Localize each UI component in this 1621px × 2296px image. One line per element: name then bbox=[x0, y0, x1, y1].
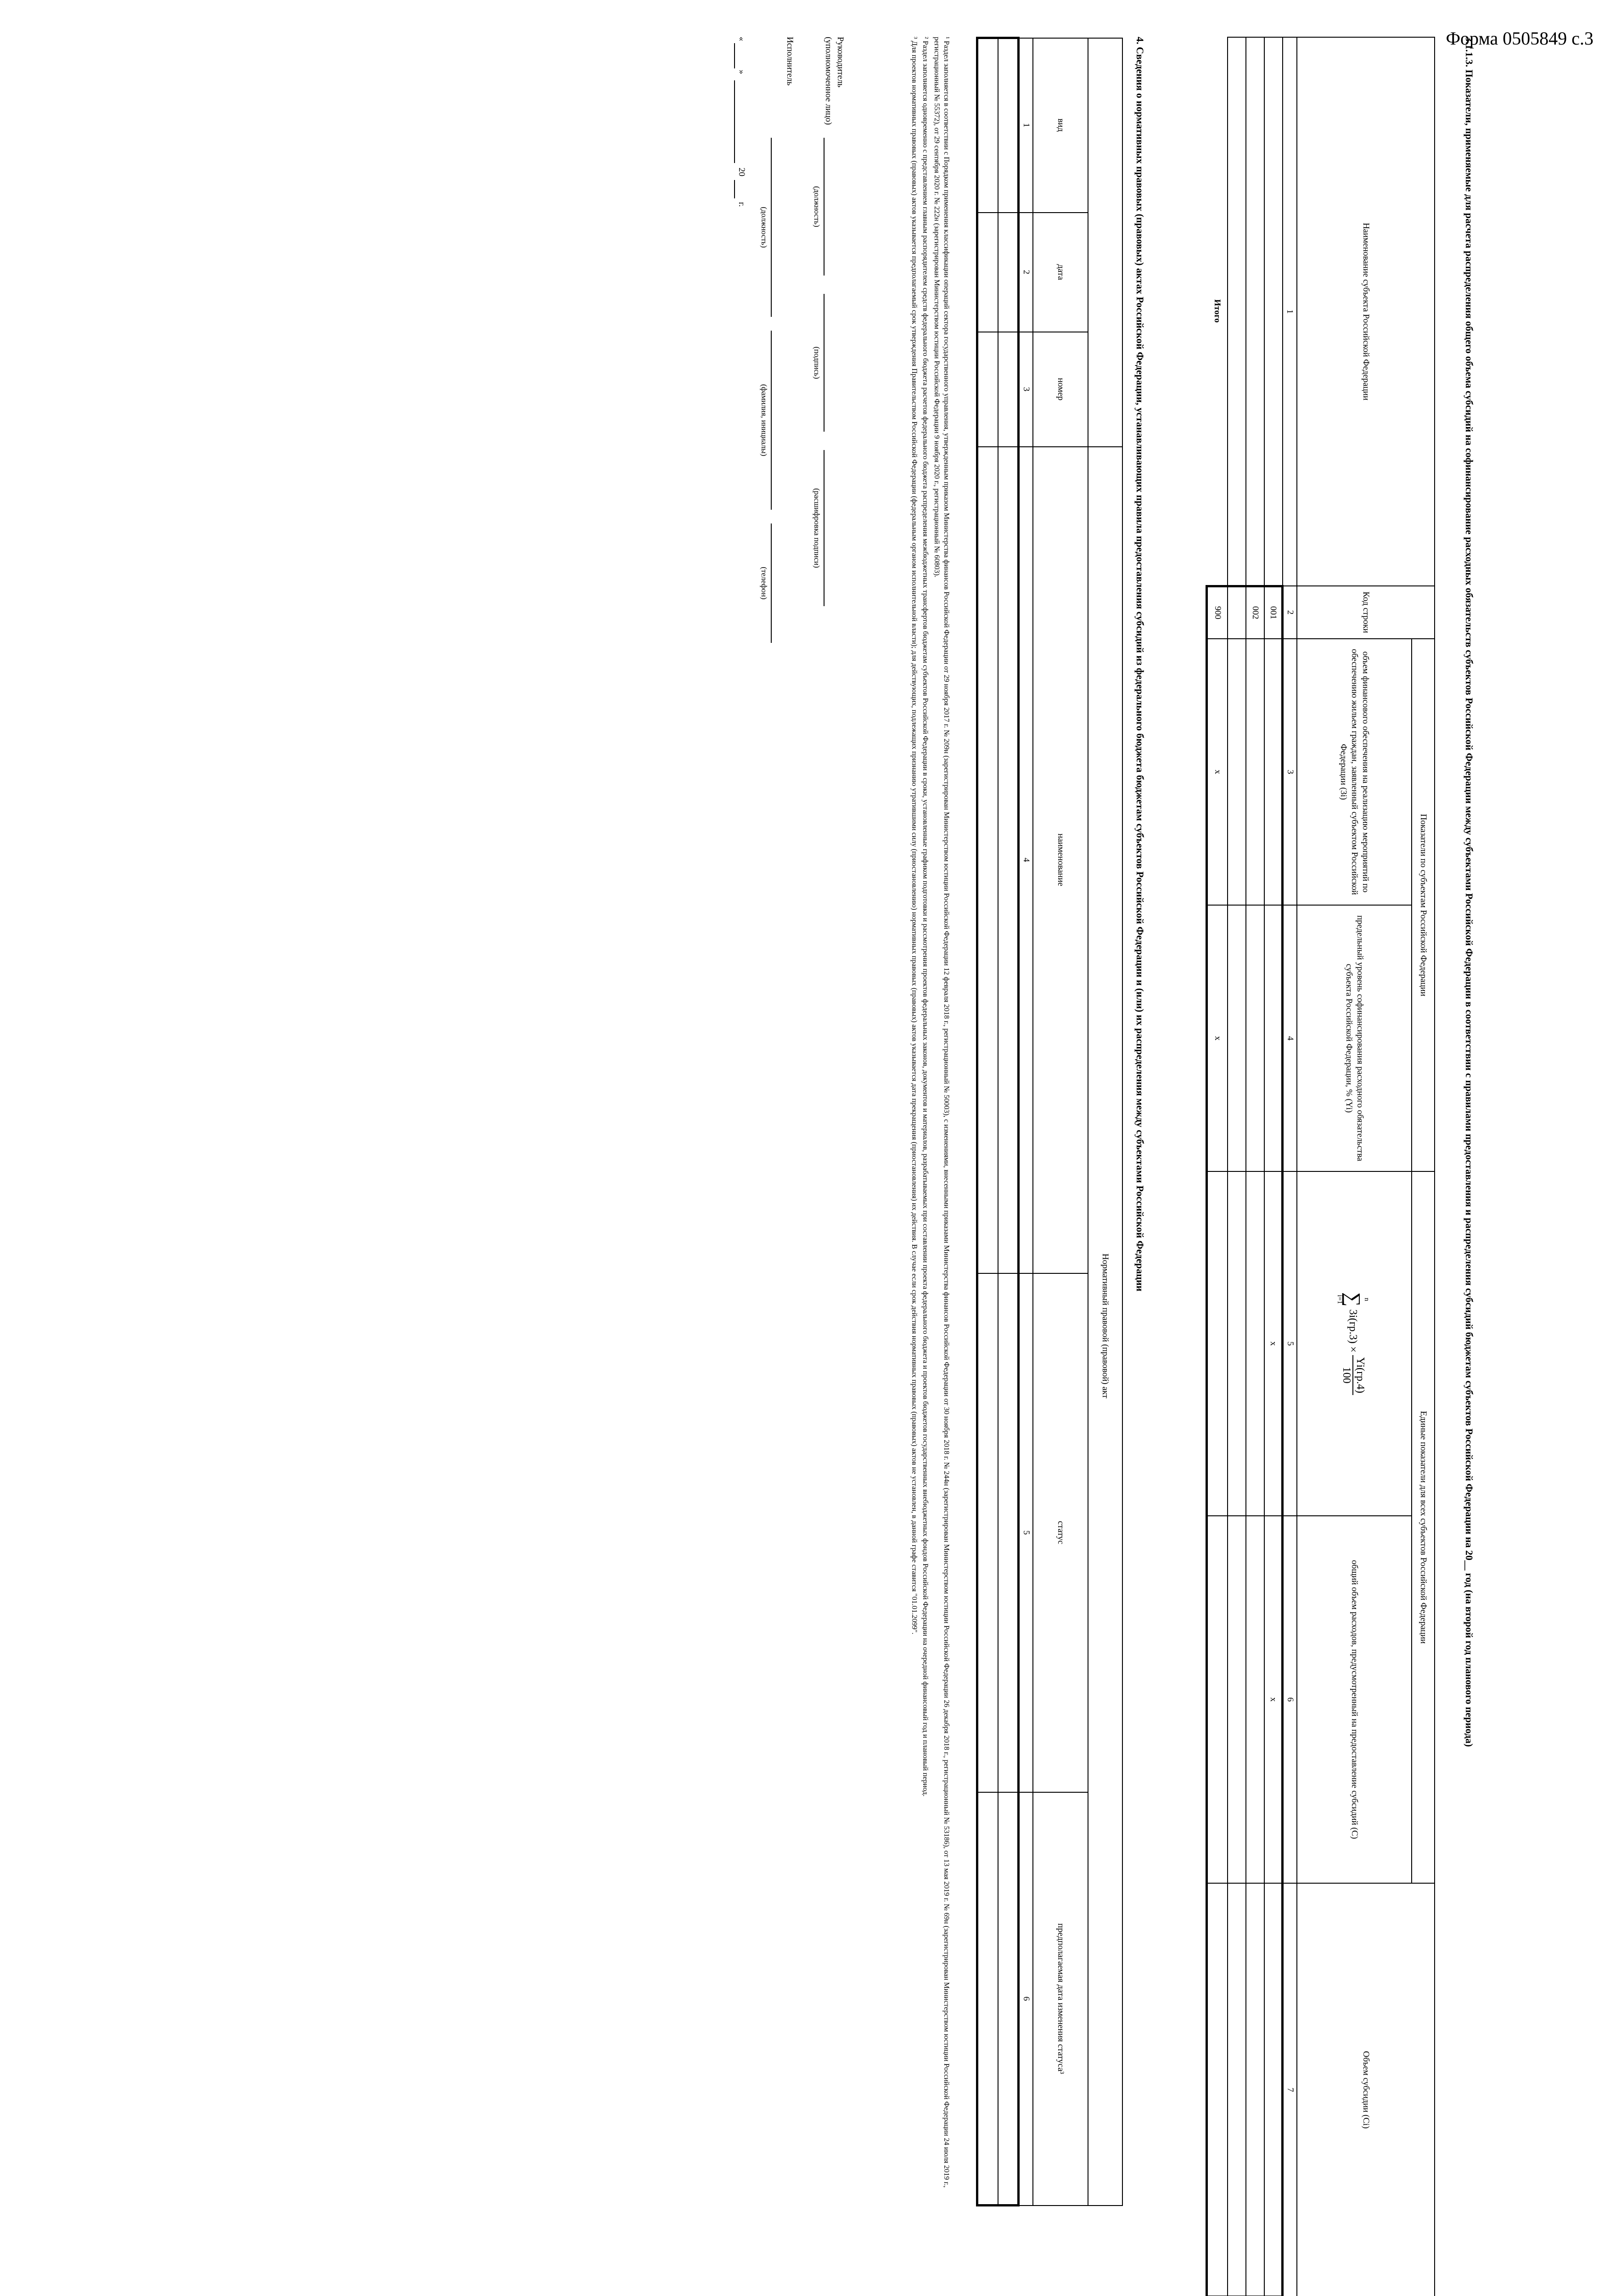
header-spacer bbox=[1088, 38, 1122, 447]
col-number: 2 bbox=[1019, 213, 1033, 332]
header-col5-formula bbox=[1297, 1171, 1412, 1516]
total-c4: x bbox=[1207, 905, 1228, 1171]
cell-status bbox=[977, 1273, 998, 1792]
table-row bbox=[1246, 37, 1264, 2296]
total-c5 bbox=[1207, 1171, 1228, 1516]
cell-name bbox=[1264, 37, 1283, 586]
col-number: 3 bbox=[1019, 332, 1033, 447]
exec-position-caption: (должность) bbox=[760, 207, 768, 248]
indicators-table bbox=[1206, 37, 1435, 2296]
cell-name bbox=[1228, 37, 1246, 586]
head-signature-caption: (подпись) bbox=[813, 346, 821, 379]
cell-type bbox=[977, 38, 998, 213]
cell-name bbox=[1246, 37, 1264, 586]
signature-block bbox=[652, 37, 845, 680]
section-4-title: 4. Сведения о нормативных правовых (правовых) актах Российской Федерации, устанавливающих правила предоставления субсидий из федерального бюджета бюджетам субъектов Российской Федерации и (или) их распределения между субъектами Российской Федерации bbox=[1134, 37, 1146, 1292]
cell-title bbox=[977, 447, 998, 1273]
exec-name-line bbox=[771, 331, 772, 510]
exec-phone-caption: (телефон) bbox=[760, 567, 768, 600]
exec-position-line bbox=[771, 138, 772, 317]
col-number: 4 bbox=[1019, 447, 1033, 1273]
date-year-prefix: 20 bbox=[737, 168, 746, 176]
date-open-quote: « bbox=[737, 37, 746, 41]
cell-code: 001 bbox=[1264, 586, 1283, 639]
sum-formula: n ∑ i=1 3i(гр.3) × Yi(гр.4) 100 bbox=[1336, 1292, 1370, 1395]
cell-code: 002 bbox=[1246, 586, 1264, 639]
cell-c4 bbox=[1228, 905, 1246, 1171]
executor-label: Исполнитель bbox=[785, 37, 795, 86]
footnote-1: ¹ Раздел заполняется в соответствии с Порядком применения классификации операций сектора государственного управления, утвержденным приказом Министерства финансов Российской Федерации от 29 ноября 2017 г. № 209н (зарегистрирован Министерством юстиции Российской Федерации 12 февраля 2018 г., регистрационный № 50003), с изменениями, внесенными приказами Министерства финансов Российской Федерации от 30 ноября 2018 г. № 244н (зарегистрирован Министерством юстиции Российской Федерации 26 декабря 2018 г., регистрационный № 53186), от 13 мая 2019 г. № 69н (зарегистрирован Министерством юстиции Российской Федерации 24 июля 2019 г., регистрационный № 55372), от 29 сентября 2020 г. № 222н (зарегистрирован Министерством юстиции Российской Федерации 9 ноября 2020 г., регистрационный № 60803). bbox=[933, 37, 950, 2188]
footnote-3: ³ Для проектов нормативных правовых (правовых) актов указывается предполагаемый срок утверждения Правительством Российской Федерации (федеральным органом исполнительной власти); для действующих, подлежащих признанию утратившими силу (приостановлению) нормативных правовых (правовых) актов указывается дата прекращения (приостановления) их действия. В случае если срок действия нормативных правовых (правовых) актов не установлен, в данной графе ставится "01.01.2099". bbox=[910, 37, 918, 1635]
col-number: 4 bbox=[1283, 905, 1297, 1171]
head-decode-caption: (расшифровка подписи) bbox=[813, 488, 821, 568]
total-row bbox=[1207, 37, 1228, 2296]
cell-c5 bbox=[1228, 1171, 1246, 1516]
date-year-line bbox=[734, 180, 735, 198]
header-date: дата bbox=[1033, 213, 1088, 332]
cell-c7 bbox=[1264, 1883, 1283, 2296]
table-row bbox=[1264, 37, 1283, 2296]
footnote-2: ² Раздел заполняется одновременно с представлением главным распорядителем средств федерального бюджета расчетов федерального бюджета распределения межбюджетных трансфертов бюджетам субъектов Российской Федерации в сроки, установленные графиком подготовки и рассмотрения проектов федеральных законов, документов и материалов, разрабатываемых при составлении проекта федерального бюджета и проектов бюджетов государственных внебюджетных фондов Российской Федерации на очередной финансовый год и плановый период. bbox=[921, 37, 930, 1797]
total-label: Итого bbox=[1212, 299, 1222, 323]
section-313-title: 3.1.1.3. Показатели, применяемые для расчета распределения общего объема субсидий на софинансирование расходных обязательств субъектов Российской Федерации между субъектами Российской Федерации в соответствии с правилами предоставления и распределения субсидий бюджетам субъектов Российской Федерации на 20__ год (на второй год планового периода) bbox=[1464, 37, 1475, 1747]
total-c6 bbox=[1207, 1516, 1228, 1883]
head-position-line bbox=[824, 138, 825, 276]
cell-date bbox=[998, 213, 1019, 332]
total-c7 bbox=[1207, 1883, 1228, 2296]
header-col7: Объем субсидии (Ci) bbox=[1297, 1883, 1435, 2296]
col-number: 1 bbox=[1283, 37, 1297, 586]
head-signature-line bbox=[824, 294, 825, 432]
table-row bbox=[977, 38, 998, 2206]
cell-status-change-date bbox=[998, 1792, 1019, 2206]
header-subject-name: Наименование субъекта Российской Федерации bbox=[1297, 37, 1435, 586]
head-label: Руководитель bbox=[836, 37, 845, 88]
header-row-code: Код строки bbox=[1297, 586, 1435, 639]
header-legal-act-group: Нормативный правовой (правовой) акт bbox=[1088, 447, 1122, 2206]
cell-c3 bbox=[1246, 639, 1264, 905]
cell-c6 bbox=[1228, 1516, 1246, 1883]
cell-c5: x bbox=[1264, 1171, 1283, 1516]
cell-status-change-date bbox=[977, 1792, 998, 2206]
cell-type bbox=[998, 38, 1019, 213]
col-number: 5 bbox=[1283, 1171, 1297, 1516]
table-row bbox=[1228, 37, 1246, 2296]
cell-c5 bbox=[1246, 1171, 1264, 1516]
cell-c6 bbox=[1246, 1516, 1264, 1883]
cell-c3 bbox=[1228, 639, 1246, 905]
header-col3: объем финансового обеспечения на реализацию мероприятий по обеспечению жильем граждан, заявленный субъектом Российской Федерации (3i) bbox=[1297, 639, 1412, 905]
header-type: вид bbox=[1033, 38, 1088, 213]
table-row bbox=[998, 38, 1019, 2206]
cell-c6: x bbox=[1264, 1516, 1283, 1883]
date-day-line bbox=[734, 43, 735, 68]
cell-number bbox=[998, 332, 1019, 447]
header-number: номер bbox=[1033, 332, 1088, 447]
cell-c4 bbox=[1246, 905, 1264, 1171]
cell-c3 bbox=[1264, 639, 1283, 905]
date-close-quote: » bbox=[737, 70, 746, 74]
header-group-unified: Единые показатели для всех субъектов Российской Федерации bbox=[1412, 1171, 1435, 1883]
exec-name-caption: (фамилия, инициалы) bbox=[760, 384, 768, 456]
date-year-suffix: г. bbox=[737, 202, 746, 207]
col-number: 2 bbox=[1283, 586, 1297, 639]
cell-c4 bbox=[1264, 905, 1283, 1171]
header-title: наименование bbox=[1033, 447, 1088, 1273]
col-number: 7 bbox=[1283, 1883, 1297, 2296]
header-group-subject: Показатели по субъектам Российской Федерации bbox=[1412, 639, 1435, 1171]
footnotes bbox=[907, 37, 951, 2241]
col-number: 5 bbox=[1019, 1273, 1033, 1792]
total-c3: x bbox=[1207, 639, 1228, 905]
date-month-line bbox=[734, 80, 735, 163]
header-col4: предельный уровень софинансирования расходного обязательства субъекта Российской Федерации, % (Yi) bbox=[1297, 905, 1412, 1171]
header-status: статус bbox=[1033, 1273, 1088, 1792]
exec-phone-line bbox=[771, 523, 772, 643]
header-col6: общий объем расходов, предусмотренный на предоставление субсидий (C) bbox=[1297, 1516, 1412, 1883]
cell-title bbox=[998, 447, 1019, 1273]
col-number: 6 bbox=[1019, 1792, 1033, 2206]
form-label: Форма 0505849 с.3 bbox=[1446, 28, 1593, 49]
col-number: 3 bbox=[1283, 639, 1297, 905]
head-position-caption: (должность) bbox=[813, 186, 821, 227]
cell-code bbox=[1228, 586, 1246, 639]
cell-date bbox=[977, 213, 998, 332]
total-code: 900 bbox=[1207, 586, 1228, 639]
cell-number bbox=[977, 332, 998, 447]
header-status-change-date: предполагаемая дата изменения статуса³ bbox=[1033, 1792, 1088, 2206]
col-number: 1 bbox=[1019, 38, 1033, 213]
cell-c7 bbox=[1246, 1883, 1264, 2296]
col-number: 6 bbox=[1283, 1516, 1297, 1883]
cell-c7 bbox=[1228, 1883, 1246, 2296]
head-decode-line bbox=[824, 450, 825, 606]
legal-acts-table bbox=[976, 37, 1123, 2206]
head-sublabel: (уполномоченное лицо) bbox=[824, 37, 833, 125]
cell-status bbox=[998, 1273, 1019, 1792]
